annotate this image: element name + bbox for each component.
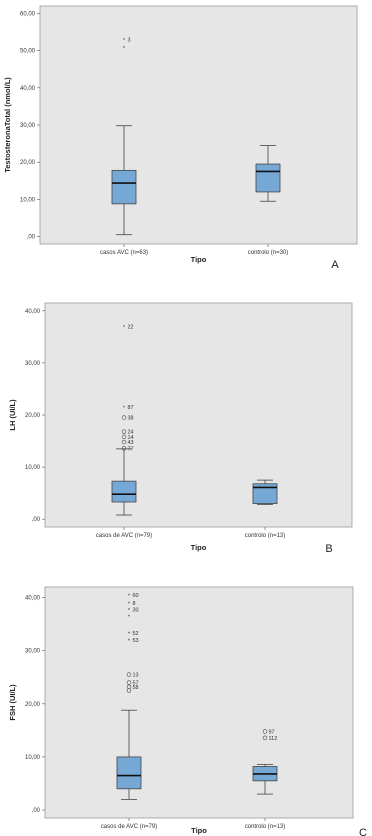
chart-panel-a [3,6,357,271]
outlier-label: 8 [132,600,136,607]
box [112,170,136,203]
x-category-label: controlo (n=13) [244,533,286,539]
outlier-label: 52 [132,631,139,638]
box [117,757,141,789]
outlier-label: 58 [132,684,139,691]
y-tick-label: 30,00 [24,360,40,367]
y-tick-label: 60,00 [19,11,35,18]
y-tick-label: 20,00 [24,701,40,708]
outlier-label: 38 [127,415,134,422]
x-category-label: casos AVC (n=63) [99,250,149,256]
plot-area [40,6,357,244]
chart-panel-c [8,587,367,836]
outlier-label: 13 [132,672,139,679]
y-tick-label: 40,00 [24,595,40,602]
x-axis-title: Tipo [190,255,207,264]
extreme-outlier-marker: * [127,601,131,608]
y-tick-label: ,00 [31,808,40,815]
y-tick-label: 10,00 [19,197,35,204]
extreme-outlier-marker: * [127,607,131,614]
y-tick-label: 50,00 [19,48,35,55]
outlier-label: 3 [127,37,131,44]
outlier-label: 30 [132,607,139,614]
plot-area [45,303,352,527]
y-tick-label: 10,00 [24,465,40,472]
y-tick-label: 30,00 [19,123,35,129]
y-axis-title: FSH (UI/L) [8,684,17,721]
extreme-outlier-marker: * [127,614,131,621]
extreme-outlier-marker: * [127,593,131,600]
panel-label: C [359,827,367,836]
x-category-label: controlo (n=13) [244,824,286,830]
panel-label: B [325,543,333,555]
box [256,164,280,192]
plot-area [45,587,353,818]
y-axis-title: LH (UI/L) [8,399,17,431]
outlier-label: 97 [268,729,275,736]
y-tick-label: 20,00 [19,160,35,167]
y-tick-label: 30,00 [24,648,40,655]
extreme-outlier-marker: * [127,638,131,645]
outlier-label: 57 [132,680,139,687]
outlier-label: 43 [127,440,134,447]
outlier-label: 24 [127,429,134,436]
chart-panel-b [8,303,352,555]
outlier-label: 112 [268,735,278,742]
extreme-outlier-marker: * [127,631,131,638]
outlier-label: 77 [127,446,134,453]
y-tick-label: ,00 [31,517,40,524]
outlier-label: 14 [127,434,134,441]
extreme-outlier-marker: * [122,46,126,53]
x-category-label: casos de AVC (n=79) [100,824,158,830]
box [112,481,136,502]
extreme-outlier-marker: * [122,324,126,331]
y-tick-label: 40,00 [19,85,35,92]
outlier-label: 22 [127,324,134,331]
outlier-label: 53 [132,638,139,645]
y-tick-label: 20,00 [24,413,40,419]
y-axis-title: TestosteronaTotal (nmol/L) [3,77,12,173]
x-category-label: casos de AVC (n=79) [95,533,153,539]
x-axis-title: Tipo [191,826,207,835]
outlier-label: 87 [127,405,134,412]
x-axis-title: Tipo [190,543,207,552]
extreme-outlier-marker: * [122,37,126,44]
x-category-label: controlo (n=30) [247,250,289,256]
y-tick-label: 10,00 [24,754,40,761]
y-tick-label: 40,00 [24,308,40,315]
panel-label: A [331,259,339,271]
outlier-label: 60 [132,592,139,599]
extreme-outlier-marker: * [122,405,126,412]
y-tick-label: ,00 [26,234,35,241]
